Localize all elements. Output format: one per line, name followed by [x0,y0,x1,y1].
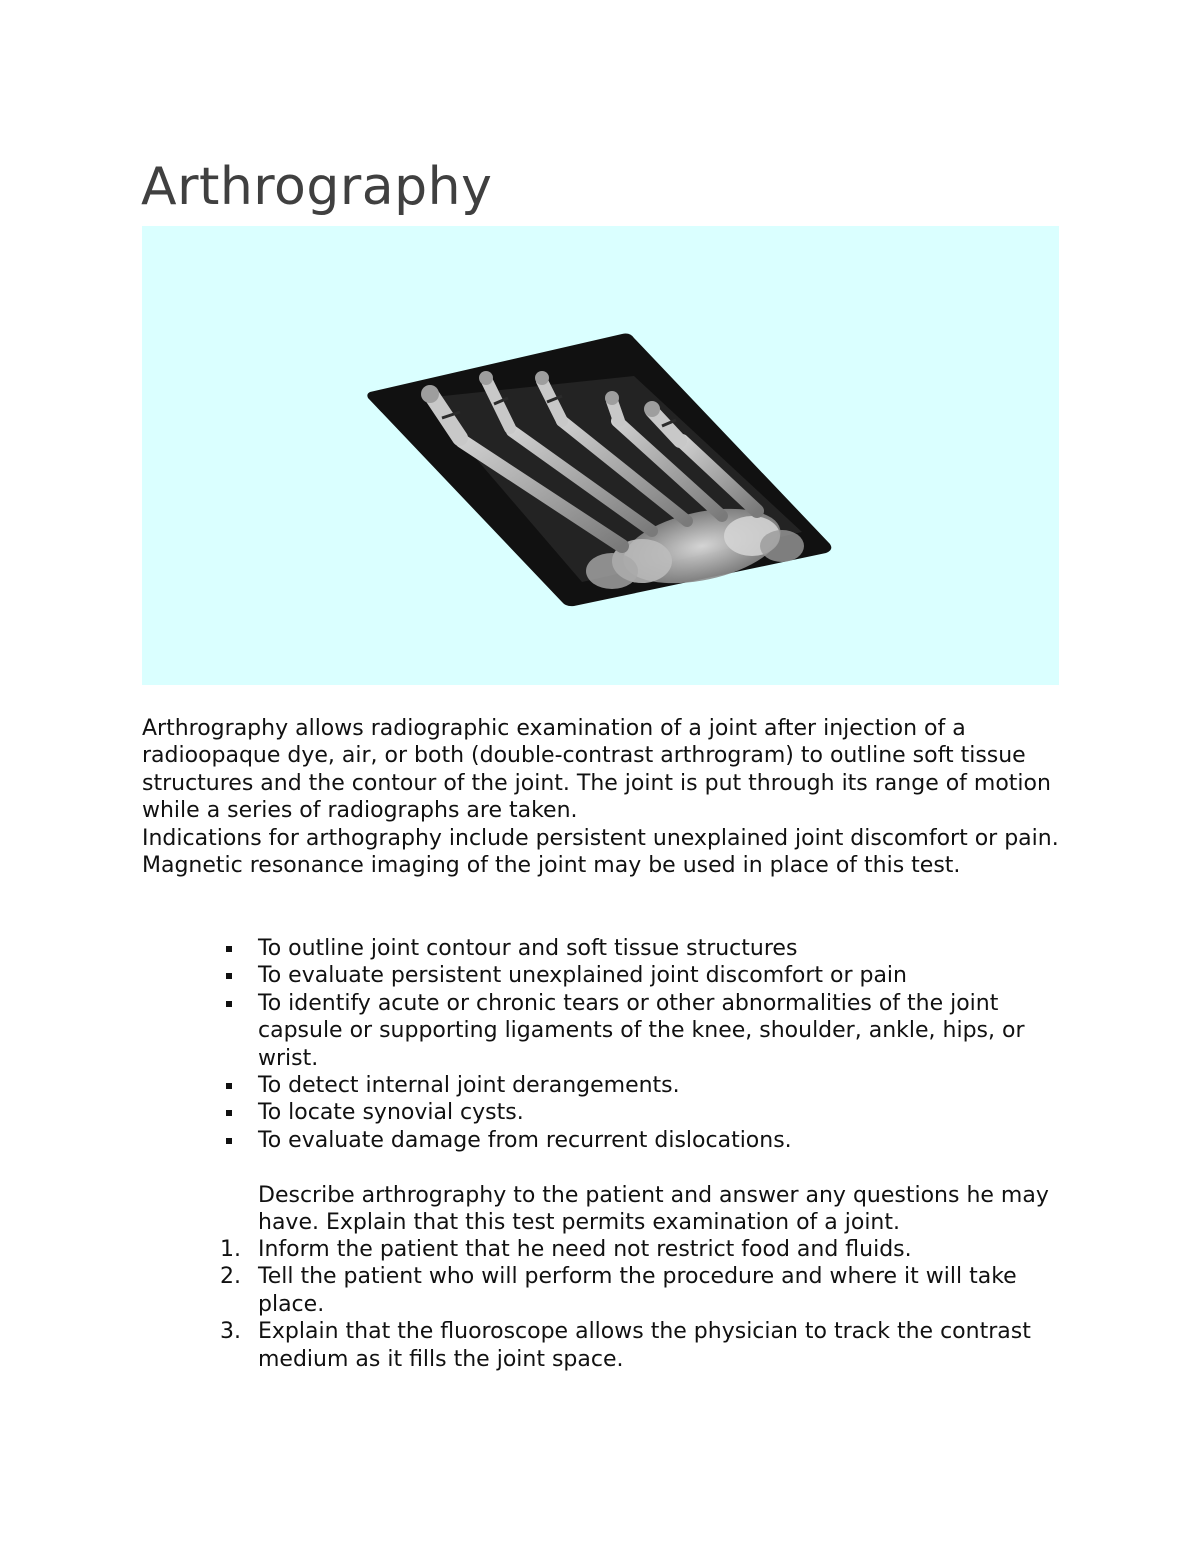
page-title: Arthrography [141,157,493,217]
list-item [142,1099,1072,1126]
bullet-icon [226,1001,232,1007]
list-item [142,962,1072,989]
paragraph: Arthrography allows radiographic examination of a joint after injection of a radioopaque dye, air, or both (double-contrast arthrogram) to outline soft tissue structures and the contour of the joint. The joint is put through its range of motion while a series of radiographs are taken. [142,716,1051,824]
preparation-intro: Describe arthrography to the patient and answer any questions he may have. Explain that this test permits examination of a joint. [258,1183,1049,1236]
bullet-icon [226,973,232,979]
bullet-icon [226,1138,232,1144]
list-item-text: To locate synovial cysts. [258,1100,524,1126]
paragraph: Indications for arthography include persistent unexplained joint discomfort or pain. Magnetic resonance imaging of the joint may be used in place of this test. [142,825,1059,879]
bullet-icon [226,1110,232,1116]
list-item-text: To identify acute or chronic tears or other abnormalities of the joint capsule or supporting ligaments of the knee, shoulder, ankle, hips, or wrist. [258,990,1025,1071]
list-item [142,1127,1072,1154]
step-text: Inform the patient that he need not restrict food and fluids. [258,1237,912,1262]
step-item [142,1236,1072,1263]
list-item-text: To evaluate damage from recurrent dislocations. [258,1127,792,1153]
step-number: 3. [220,1319,241,1345]
list-item-text: To evaluate persistent unexplained joint discomfort or pain [258,963,907,989]
bullet-icon [226,1083,232,1089]
step-text: Explain that the fluoroscope allows the physician to track the contrast medium as it fills the joint space. [258,1319,1031,1372]
foot-xray-image [142,226,1059,685]
list-item-text: To detect internal joint derangements. [258,1073,680,1099]
list-item [142,990,1072,1072]
step-text: Tell the patient who will perform the procedure and where it will take place. [258,1264,1017,1317]
xray-figure [142,226,1059,685]
list-item [142,935,1072,962]
list-item [142,1072,1072,1099]
bullet-icon [226,946,232,952]
preparation-steps [142,1236,1072,1373]
intro-text [142,715,1072,879]
step-item [142,1263,1072,1318]
step-number: 2. [220,1264,241,1290]
step-number: 1. [220,1237,241,1262]
indications-list [142,935,1072,1154]
list-item-text: To outline joint contour and soft tissue structures [258,936,798,961]
step-item [142,1318,1072,1373]
